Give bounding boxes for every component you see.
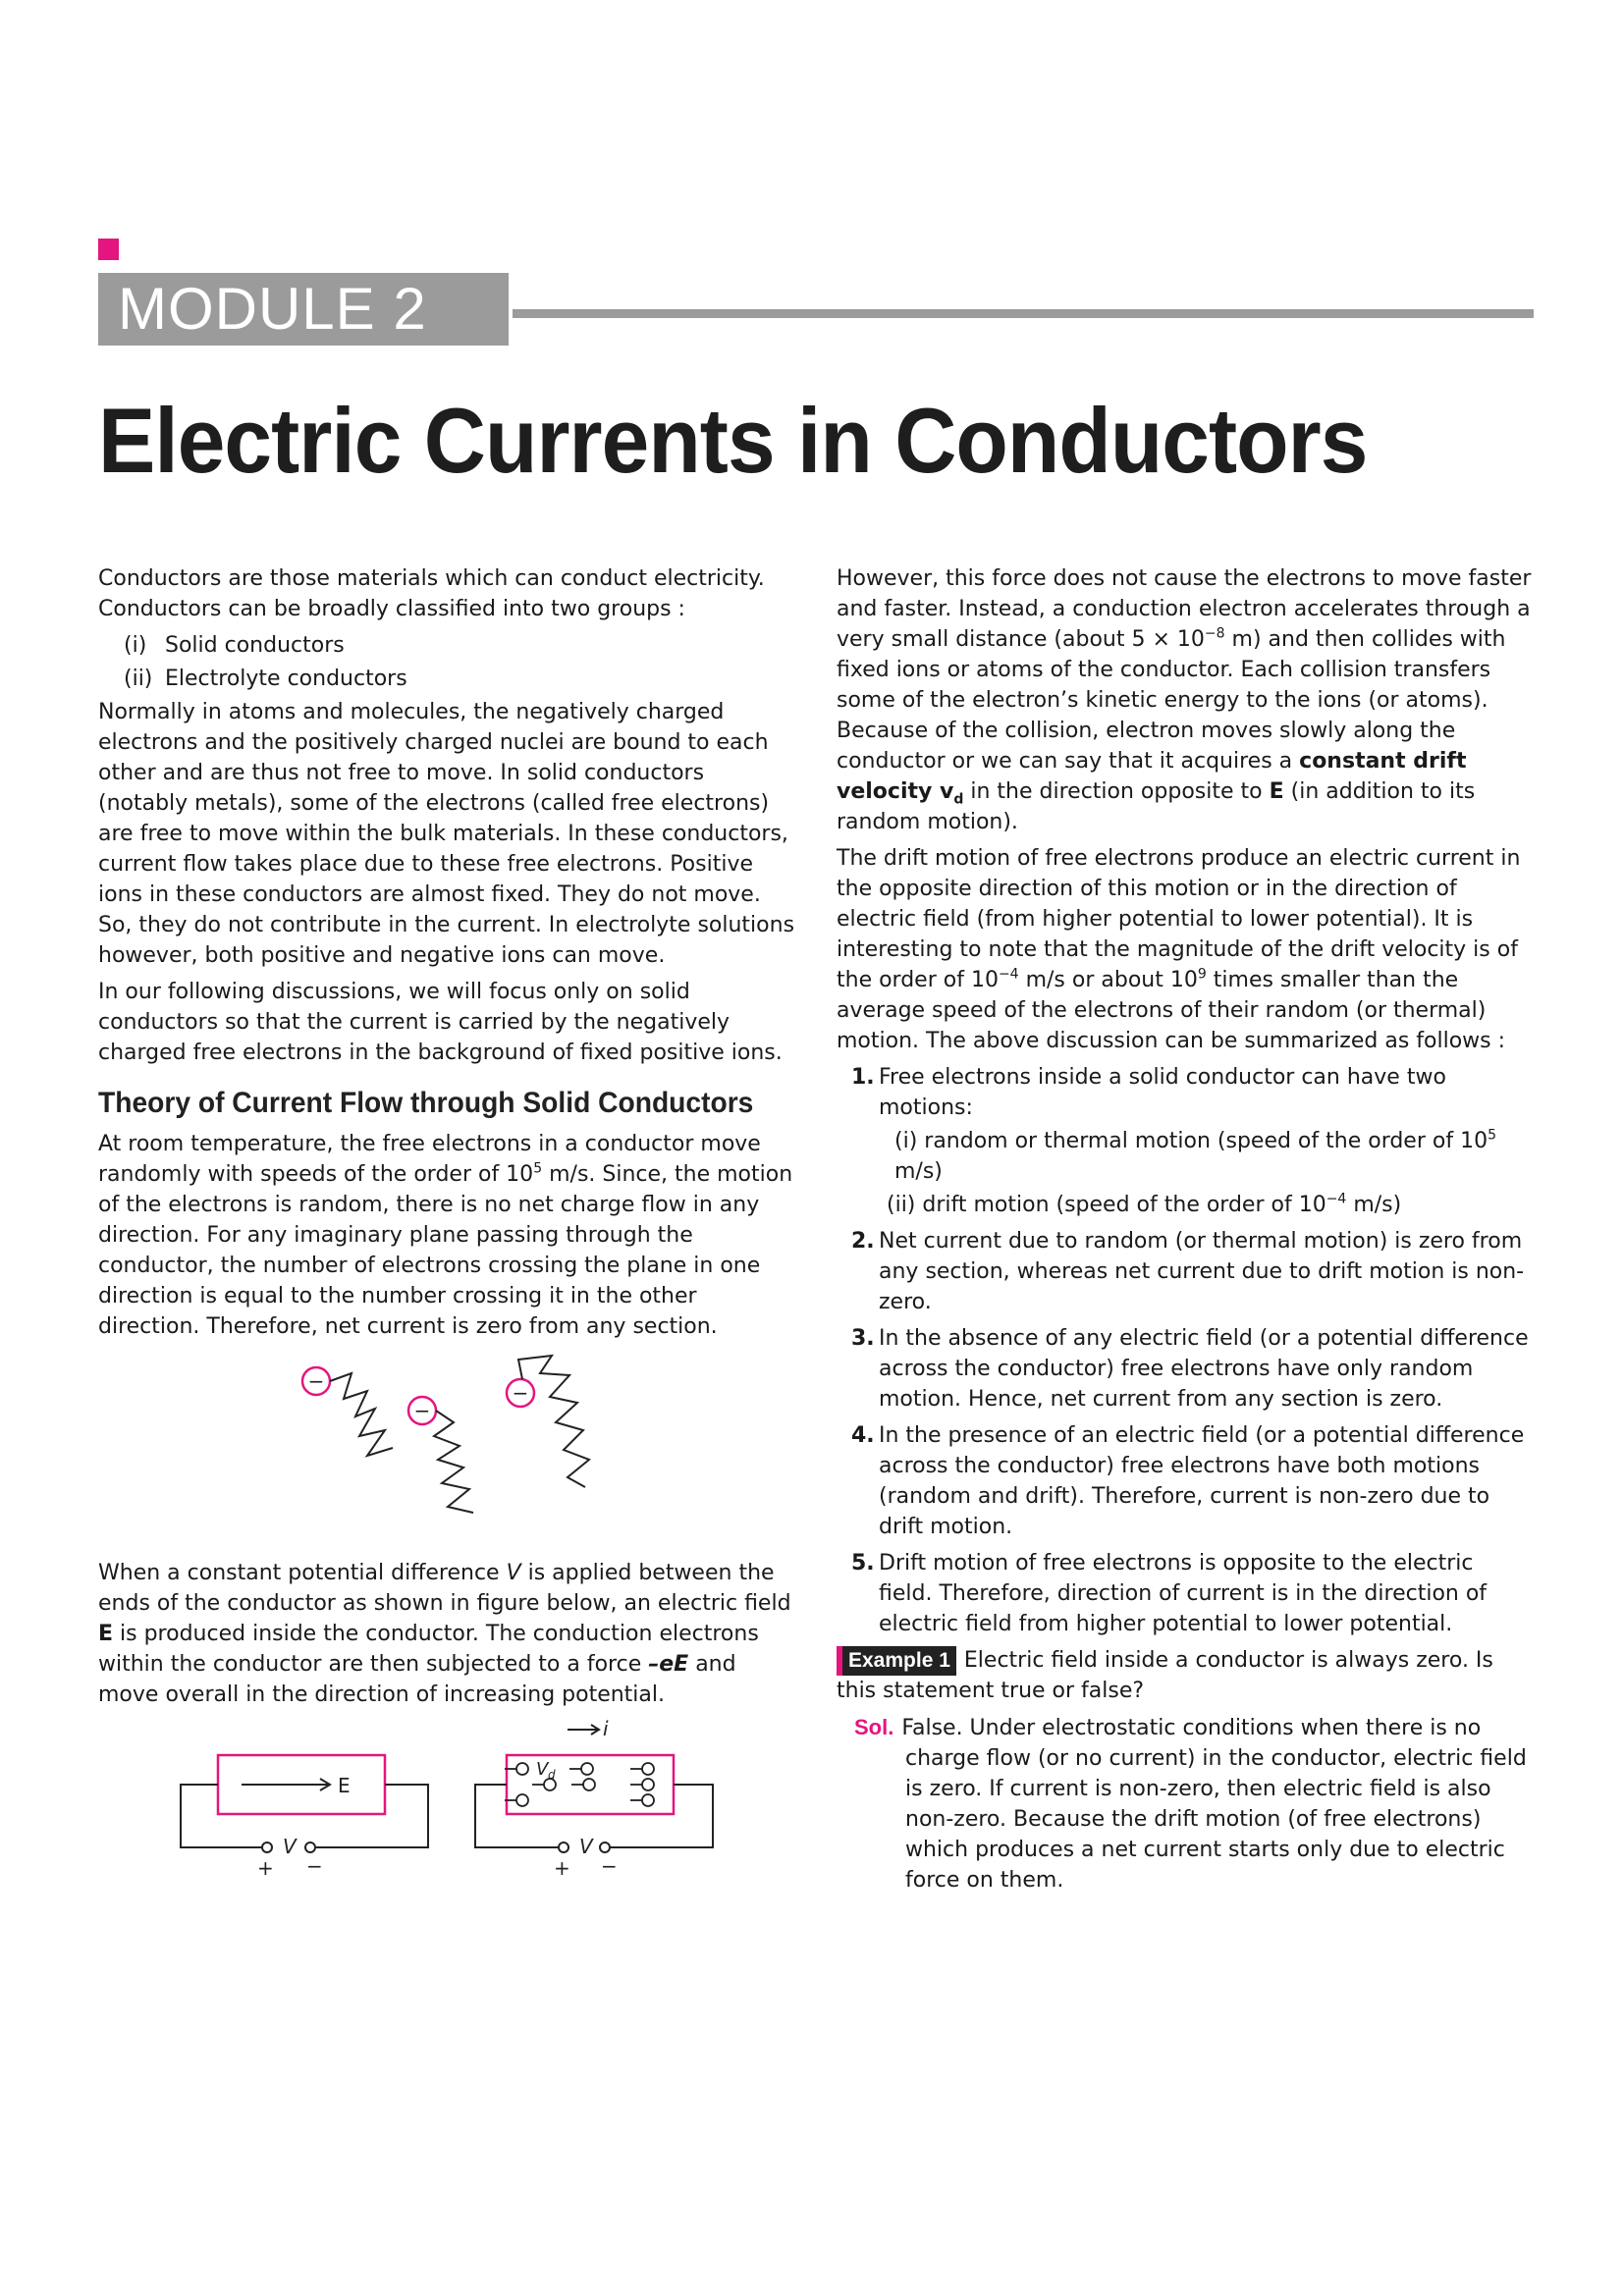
svg-text:−: − [601,1854,618,1878]
svg-text:+: + [554,1856,570,1880]
list-item: 1. Free electrons inside a solid conductor can have two motions: (i) random or thermal motion (speed of the order of $10^5$ m/s) (ii) drift motion (speed of the order of $10^{-4}$ m/s) [837,1062,1532,1220]
svg-text:+: + [257,1856,274,1880]
random-motion-figure [98,1352,797,1548]
module-rule [513,309,1534,318]
group-item: (i) Solid conductors [124,633,345,658]
section-heading: Theory of Current Flow through Solid Conductors [98,1087,754,1119]
list-item: 5. Drift motion of free electrons is opposite to the electric field. Therefore, direction of current is in the direction of electric field from higher potential to lower potential. [851,1551,1488,1636]
group-item: (ii) Electrolyte conductors [124,667,407,691]
summary-list [837,1062,1532,1639]
svg-text:−: − [306,1854,323,1878]
intro-paragraph: Conductors are those materials which can conduct electricity. Conductors can be broadly classified into two groups : [98,566,765,621]
svg-text:d: d [548,1768,556,1782]
svg-text:−: − [413,1399,431,1422]
svg-text:V: V [283,1835,297,1858]
motion-drift: (ii) drift motion (speed of the order of $10^{-4}$ m/s) [887,1191,1402,1217]
example-question: Electric field inside a conductor is always zero. Is this statement true or false? [837,1648,1493,1703]
svg-text:V: V [579,1835,593,1858]
svg-text:i: i [603,1720,609,1740]
conductor-circuit-figure [98,1720,797,1887]
svg-text:E: E [338,1774,351,1797]
focus-paragraph: In our following discussions, we will focus only on solid conductors so that the current is carried by the negatively charged free electrons in the background of fixed positive ions. [98,980,783,1065]
module-label: MODULE 2 [98,273,509,346]
left-column [98,563,797,1896]
svg-text:−: − [512,1381,529,1405]
atoms-paragraph: Normally in atoms and molecules, the negatively charged electrons and the positively charged nuclei are bound to each other and are thus not free to move. In solid conductors (notably metals), some of the electrons (called free electrons) are free to move within the bulk materials. In these conductors, current flow takes place due to these free electrons. Positive ions in these conductors are almost fixed. They do not move. So, they do not contribute in the current. In electrolyte solutions however, both positive and negative ions can move. [98,700,795,968]
svg-text:V: V [536,1759,549,1780]
motion-random: (i) random or thermal motion (speed of the order of $10^5$ m/s) [894,1127,1496,1184]
room-temp-paragraph: At room temperature, the free electrons in a conductor move randomly with speeds of the order of $10^5$ m/s. Since, the motion of the electrons is random, there is no net charge flow in any direction. For any imaginary plane passing through the conductor, the number of electrons crossing the plane in one direction is equal to the number crossing it in the other direction. Therefore, net current is zero from any section. [98,1132,793,1339]
list-item: 3. In the absence of any electric field (or a potential difference across the conductor) free electrons have only random motion. Hence, net current from any section is zero. [851,1326,1529,1412]
list-item: 2. Net current due to random (or thermal motion) is zero from any section, whereas net current due to drift motion is non-zero. [851,1229,1525,1314]
svg-text:−: − [307,1369,325,1393]
force-paragraph: However, this force does not cause the electrons to move faster and faster. Instead, a conduction electron accelerates through a very small distance (about $5 \times 10^{-8}$ m) and then collides with fixed ions or atoms of the conductor. Each collision transfers some of the electron’s kinetic energy to the ions (or atoms). Because of the collision, electron moves slowly along the conductor or we can say that it acquires a constant drift velocity $v_d$ in the direction opposite to E (in addition to its random motion). [837,566,1532,834]
example-tag: Example 1 [837,1646,956,1676]
right-column [837,563,1532,1901]
potential-paragraph: When a constant potential difference V is applied between the ends of the conductor as shown in figure below, an electric field E is produced inside the conductor. The conduction electrons within the conductor are then subjected to a force –eE and move overall in the direction of increasing potential. [98,1561,791,1707]
drift-paragraph: The drift motion of free electrons produce an electric current in the opposite direction of this motion or in the direction of electric field (from higher potential to lower potential). It is interesting to note that the magnitude of the drift velocity is of the order of $10^{-4}$ m/s or about $10^9$ times smaller than the average speed of the electrons of their random (or thermal) motion. The above discussion can be summarized as follows : [837,846,1521,1053]
page-title: Electric Currents in Conductors [98,389,1368,492]
list-item: 4. In the presence of an electric field (or a potential difference across the conductor) free electrons have both motions (random and drift). Therefore, current is non-zero due to drift motion. [851,1423,1525,1539]
example-block [837,1645,1532,1706]
module-marker [98,239,119,260]
solution: Sol. False. Under electrostatic conditions when there is no charge flow (or no current) in the conductor, electric field is zero. If current is non-zero, then electric field is also non-zero. Because the drift motion (of free electrons) which produces a net current starts only due to electric force on them. [854,1715,1527,1893]
